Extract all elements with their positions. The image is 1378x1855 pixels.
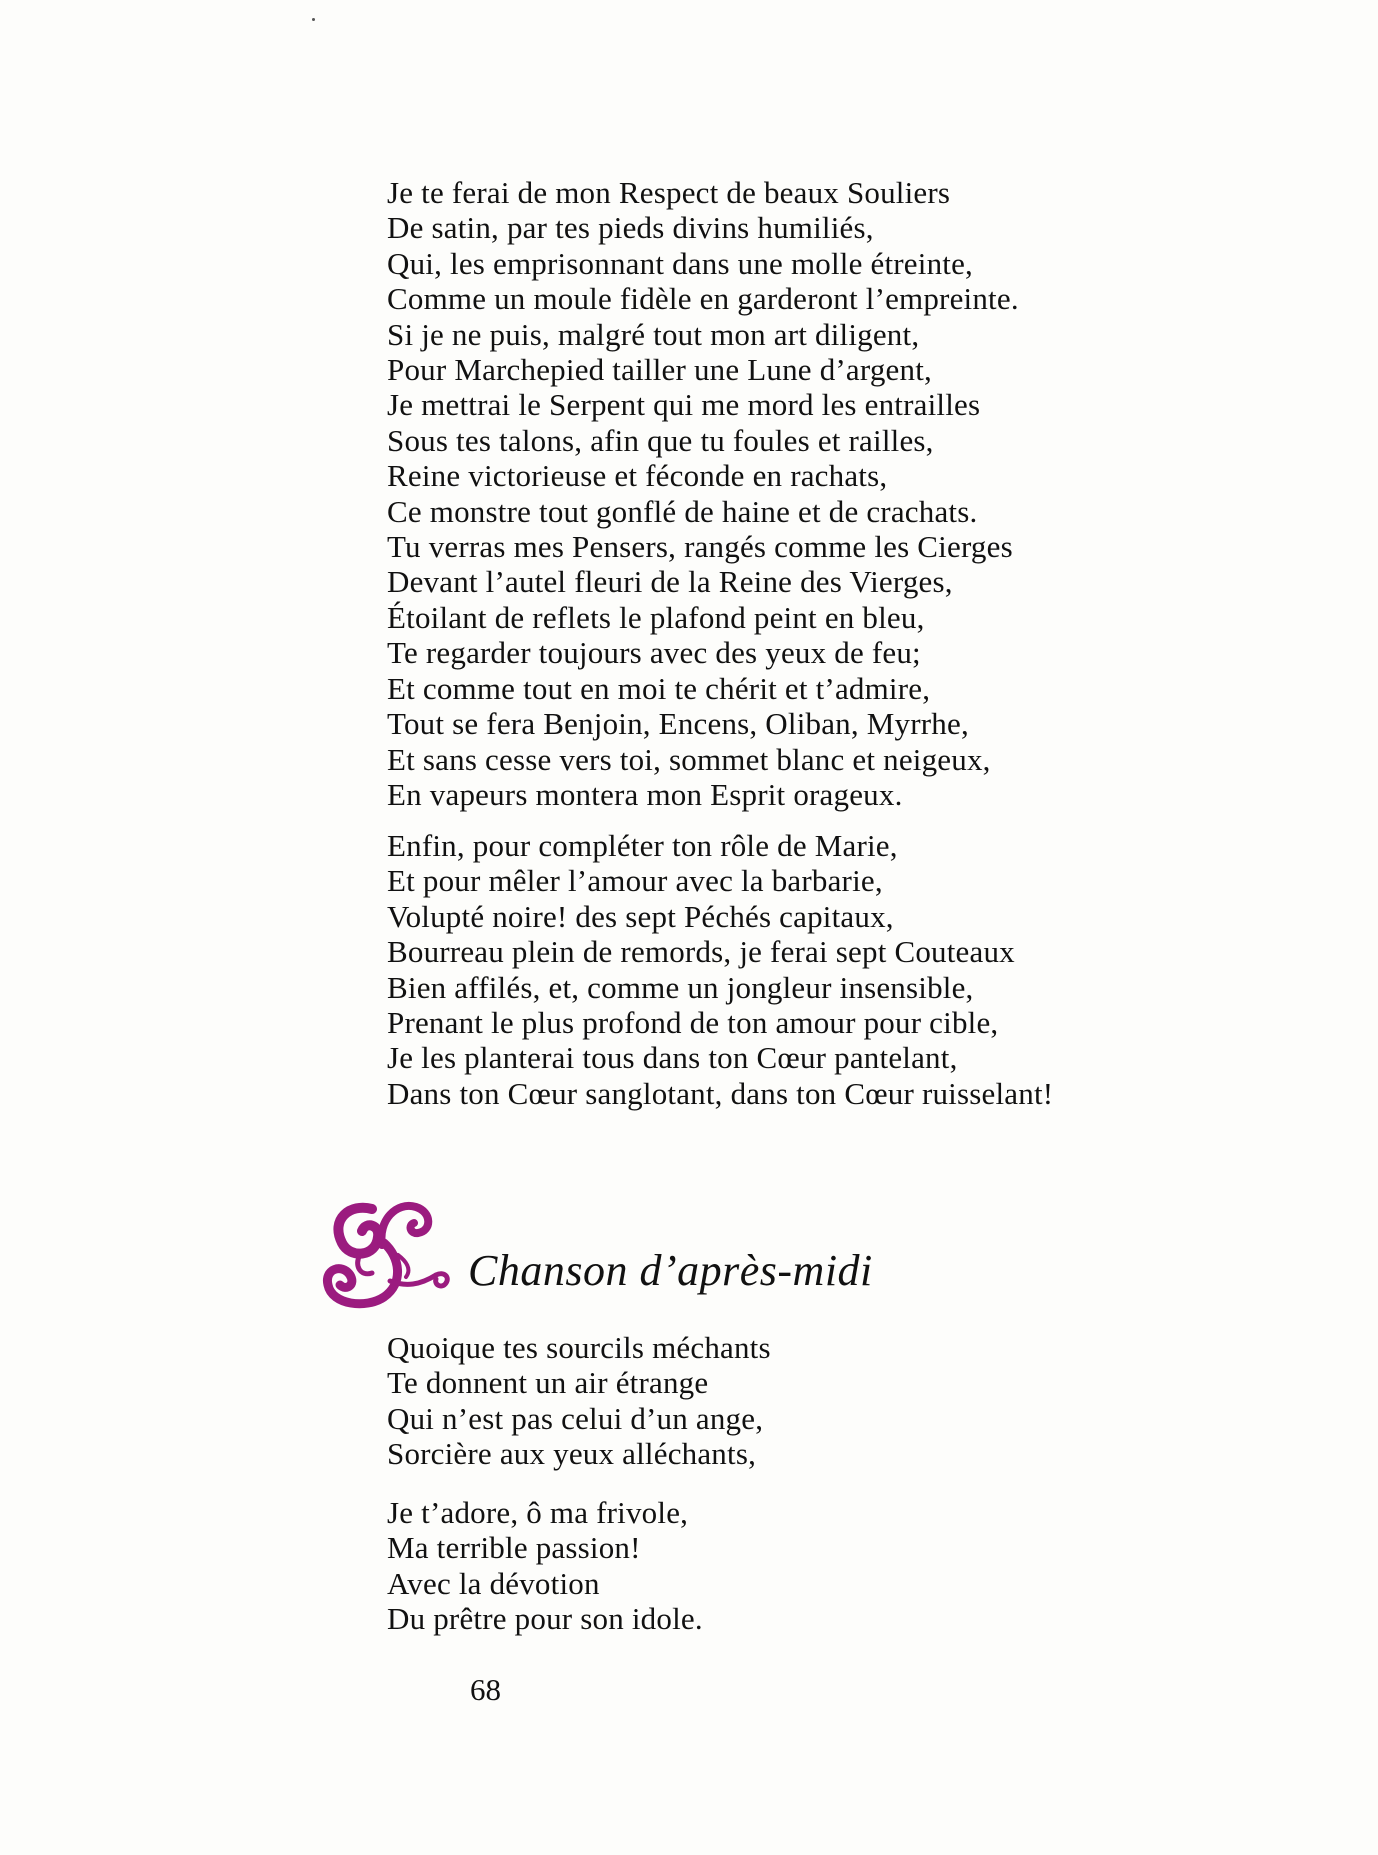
- verse-line: Étoilant de reflets le plafond peint en bleu,: [387, 599, 925, 635]
- verse-line: Qui n’est pas celui d’un ange,: [387, 1400, 764, 1436]
- verse-line: Je t’adore, ô ma frivole,: [387, 1495, 689, 1530]
- verse-line: Je mettrai le Serpent qui me mord les entrailles: [387, 387, 981, 423]
- verse-line: Je les planterai tous dans ton Cœur pantelant,: [387, 1040, 958, 1076]
- verse-line: Bien affilés, et, comme un jongleur insensible,: [387, 969, 974, 1005]
- verse-line: Dans ton Cœur sanglotant, dans ton Cœur ruisselant!: [387, 1075, 1054, 1111]
- flourish-ornament-icon: [320, 1185, 455, 1315]
- verse-line: Et comme tout en moi te chérit et t’admire,: [387, 670, 931, 706]
- verse-line: Enfin, pour compléter ton rôle de Marie,: [387, 828, 898, 863]
- verse-line: Devant l’autel fleuri de la Reine des Vierges,: [387, 564, 953, 600]
- stanza-2: [387, 828, 1053, 1111]
- verse-line: Volupté noire! des sept Péchés capitaux,: [387, 898, 894, 934]
- verse-line: Te donnent un air étrange: [387, 1365, 709, 1401]
- poem-heading: [320, 1185, 1020, 1325]
- verse-line: Tout se fera Benjoin, Encens, Oliban, Myrrhe,: [387, 706, 969, 742]
- page-number: 68: [470, 1672, 501, 1707]
- stanza-4: [387, 1495, 703, 1637]
- verse-line: Avec la dévotion: [387, 1565, 600, 1601]
- verse-line: Et sans cesse vers toi, sommet blanc et neigeux,: [387, 741, 991, 777]
- verse-line: Reine victorieuse et féconde en rachats,: [387, 458, 888, 494]
- verse-line: Comme un moule fidèle en garderont l’empreinte.: [387, 281, 1019, 317]
- paper-speck: [312, 18, 315, 21]
- verse-line: Et pour mêler l’amour avec la barbarie,: [387, 863, 883, 899]
- stanza-3: [387, 1330, 771, 1472]
- verse-line: Sous tes talons, afin que tu foules et railles,: [387, 422, 934, 458]
- verse-line: Qui, les emprisonnant dans une molle étreinte,: [387, 245, 973, 281]
- verse-line: Pour Marchepied tailler une Lune d’argent,: [387, 352, 932, 388]
- verse-line: Ma terrible passion!: [387, 1530, 641, 1566]
- verse-line: En vapeurs montera mon Esprit orageux.: [387, 776, 903, 812]
- verse-line: De satin, par tes pieds divins humiliés,: [387, 210, 874, 246]
- verse-line: Je te ferai de mon Respect de beaux Souliers: [387, 175, 951, 210]
- verse-line: Te regarder toujours avec des yeux de feu;: [387, 635, 921, 671]
- verse-line: Ce monstre tout gonflé de haine et de crachats.: [387, 493, 978, 529]
- stanza-1: [387, 175, 1019, 812]
- poem-title: Chanson d’après-midi: [468, 1246, 873, 1295]
- verse-line: Si je ne puis, malgré tout mon art diligent,: [387, 316, 920, 352]
- verse-line: Quoique tes sourcils méchants: [387, 1330, 771, 1365]
- verse-line: Bourreau plein de remords, je ferai sept Couteaux: [387, 934, 1015, 970]
- verse-line: Prenant le plus profond de ton amour pour cible,: [387, 1005, 999, 1041]
- verse-line: Tu verras mes Pensers, rangés comme les Cierges: [387, 529, 1013, 565]
- verse-line: Sorcière aux yeux alléchants,: [387, 1436, 757, 1472]
- verse-line: Du prêtre pour son idole.: [387, 1601, 703, 1637]
